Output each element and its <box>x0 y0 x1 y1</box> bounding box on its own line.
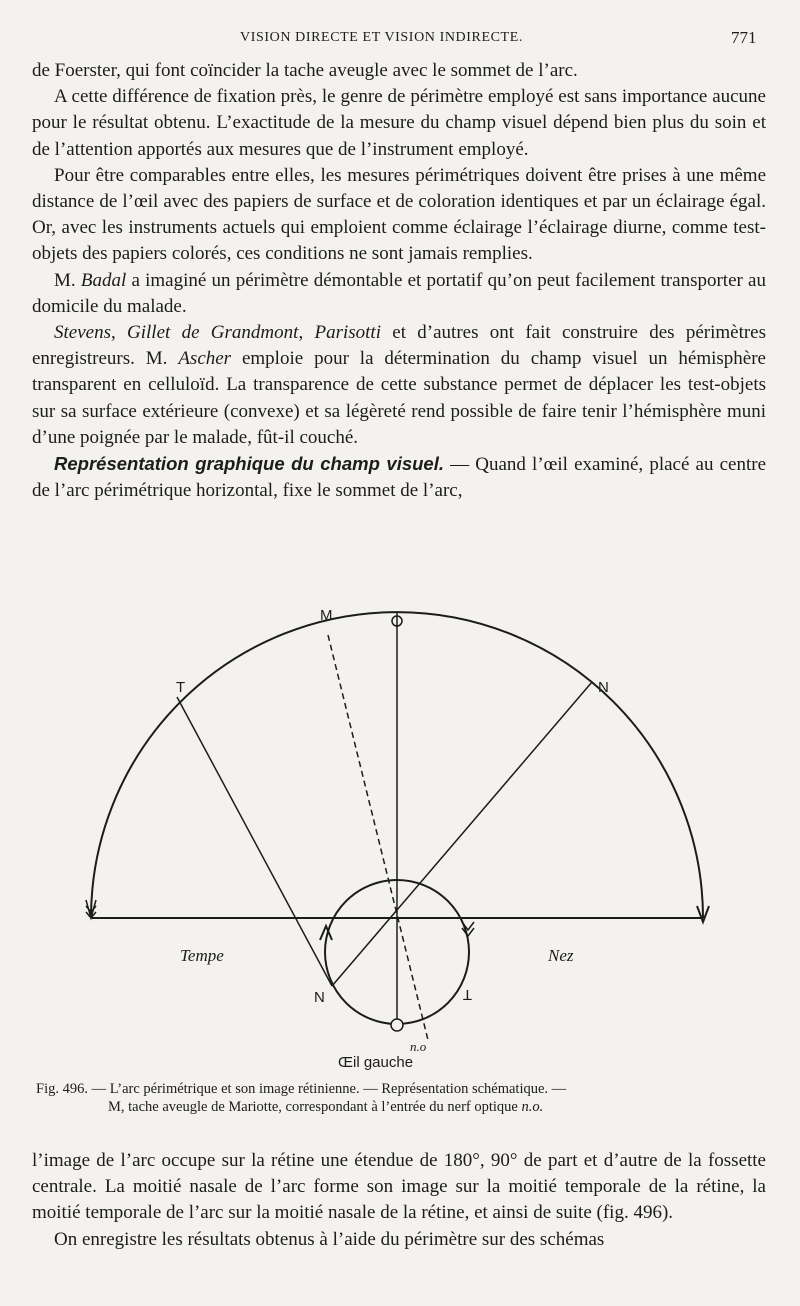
caption-line-2-text: M, tache aveugle de Mariotte, correspondant à l’entrée du nerf optique <box>108 1099 522 1115</box>
paragraph-8: On enregistre les résultats obtenus à l’aide du périmètre sur des schémas <box>54 1228 605 1250</box>
perimeter-diagram <box>70 600 750 1080</box>
p5-mid: et d’autres ont fait construire des périmètres enregistreurs. M. <box>32 322 767 370</box>
section-heading: Représentation graphique du champ visuel. <box>54 453 444 475</box>
paragraph-4 <box>32 268 766 320</box>
p4-pre: M. <box>54 269 81 291</box>
label-t-bottom: T <box>462 986 472 1003</box>
label-n-bottom: N <box>314 989 325 1006</box>
label-nez: Nez <box>548 946 574 965</box>
caption-no: n.o. <box>521 1099 544 1115</box>
page-header <box>0 26 800 52</box>
author-stevens: Stevens <box>54 322 111 344</box>
p4-post: a imaginé un périmètre démontable et portatif qu’on peut facilement transporter au domicile du malade. <box>32 269 766 317</box>
paragraph-2: A cette différence de fixation près, le genre de périmètre employé est sans importance aucune pour le résultat obtenu. L’exactitude de la mesure du champ visuel dépend bien plus du soin et de l’attention apportés aux mesures que de l’instrument employé. <box>32 86 766 160</box>
label-eye: Œil gauche <box>338 1054 414 1071</box>
author-ascher: Ascher <box>178 348 232 370</box>
page-number: 771 <box>731 28 757 47</box>
caption-line-1: Fig. 496. — L’arc périmétrique et son image rétinienne. — Représentation schématique. — <box>36 1081 567 1097</box>
author-badal: Badal <box>80 269 127 291</box>
label-no: n.o <box>410 1039 427 1054</box>
paragraph-5 <box>32 320 766 451</box>
body-text-upper <box>32 58 766 504</box>
label-t-top: T <box>176 679 186 696</box>
author-gillet: Gillet de Grandmont <box>127 322 299 344</box>
author-parisotti: Parisotti <box>314 322 381 344</box>
label-m: M <box>320 607 333 624</box>
paragraph-1: de Foerster, qui font coïncider la tache aveugle avec le sommet de l’arc. <box>32 60 578 81</box>
paragraph-6 <box>32 451 766 504</box>
optic-nerve-circle <box>391 1019 403 1031</box>
p5-sep2: , <box>298 322 315 344</box>
running-title: VISION DIRECTE ET VISION INDIRECTE. <box>240 30 523 45</box>
label-tempe: Tempe <box>180 946 224 965</box>
paragraph-3: Pour être comparables entre elles, les mesures périmétriques doivent être prises à une même distance de l’œil avec des papiers de surface et de coloration identiques et par un éclairage égal. Or, avec les instruments actuels qui emploient comme éclairage l’éclairage diurne, comme test-objets des papiers colorés, ces conditions ne sont jamais remplies. <box>32 164 766 265</box>
diagonal-temporal <box>177 697 332 986</box>
label-n-top: N <box>598 679 609 696</box>
caption-line-2 <box>36 1098 776 1116</box>
eye-feather-right-icon <box>462 922 474 936</box>
figure-496 <box>70 600 750 1080</box>
p5-post: emploie pour la détermination du champ visuel un hémisphère transparent en celluloïd. La transparence de cette substance permet de déplacer les test-objets sur sa surface extérieure (convexe) et sa légèreté rend possible de faire tenir l’hémisphère muni d’une poignée par le malade, fût-il couché. <box>32 348 766 448</box>
diagonal-nasal <box>332 682 592 986</box>
p5-sep1: , <box>110 322 128 344</box>
blind-spot-line <box>328 635 428 1040</box>
p6-post: — Quand l’œil examiné, placé au centre de l’arc périmétrique horizontal, fixe le sommet de l’arc, <box>32 454 766 502</box>
paragraph-7: l’image de l’arc occupe sur la rétine une étendue de 180°, 90° de part et d’autre de la fossette centrale. La moitié nasale de l’arc forme son image sur la moitié temporale de la rétine, la moitié temporale de l’arc sur la moitié nasale de la rétine, et ainsi de suite (fig. 496). <box>32 1150 766 1224</box>
figure-caption <box>36 1080 776 1116</box>
body-text-lower <box>32 1148 766 1253</box>
